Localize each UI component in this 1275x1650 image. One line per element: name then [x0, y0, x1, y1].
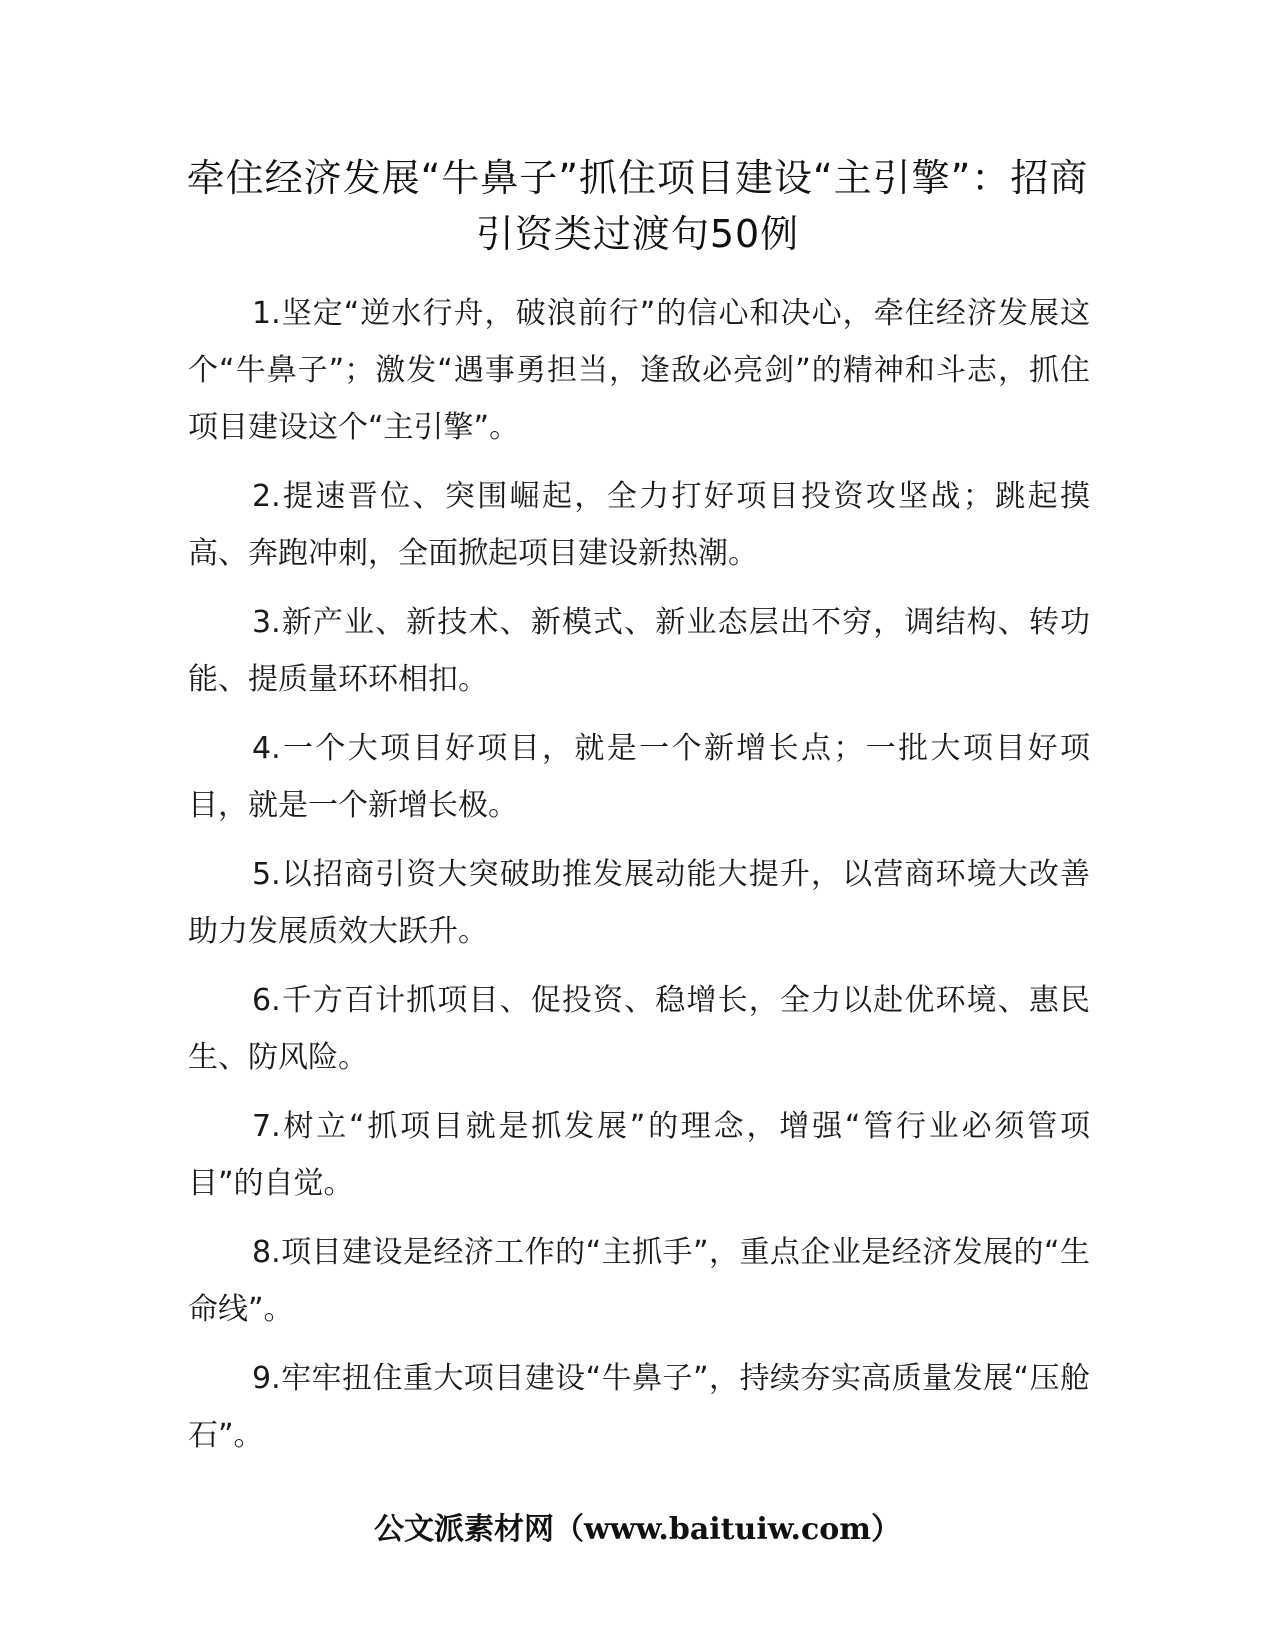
paragraph-1: 1.坚定“逆水行舟，破浪前行”的信心和决心，牵住经济发展这个“牛鼻子”；激发“遇事勇担当，逢敌必亮剑”的精神和斗志，抓住项目建设这个“主引擎”。 — [188, 296, 1090, 445]
paragraph-3: 3.新产业、新技术、新模式、新业态层出不穷，调结构、转功能、提质量环环相扣。 — [188, 605, 1090, 697]
paragraph-8: 8.项目建设是经济工作的“主抓手”，重点企业是经济发展的“生命线”。 — [188, 1235, 1090, 1327]
paragraph-2: 2.提速晋位、突围崛起，全力打好项目投资攻坚战；跳起摸高、奔跑冲刺，全面掀起项目建设新热潮。 — [188, 479, 1090, 571]
paragraph-4: 4.一个大项目好项目，就是一个新增长点；一批大项目好项目，就是一个新增长极。 — [188, 731, 1090, 823]
source-footer: 公文派素材网（www.baituiw.com） — [373, 1512, 902, 1547]
document-body — [188, 285, 1090, 1476]
paragraph-6: 6.千方百计抓项目、促投资、稳增长，全力以赴优环境、惠民生、防风险。 — [188, 983, 1090, 1075]
document-title: 牵住经济发展“牛鼻子”抓住项目建设“主引擎”：招商引资类过渡句50例 — [186, 156, 1089, 256]
paragraph-9: 9.牢牢扭住重大项目建设“牛鼻子”，持续夯实高质量发展“压舱石”。 — [188, 1361, 1090, 1453]
paragraph-5: 5.以招商引资大突破助推发展动能大提升，以营商环境大改善助力发展质效大跃升。 — [188, 857, 1090, 949]
paragraph-7: 7.树立“抓项目就是抓发展”的理念，增强“管行业必须管项目”的自觉。 — [188, 1109, 1090, 1201]
